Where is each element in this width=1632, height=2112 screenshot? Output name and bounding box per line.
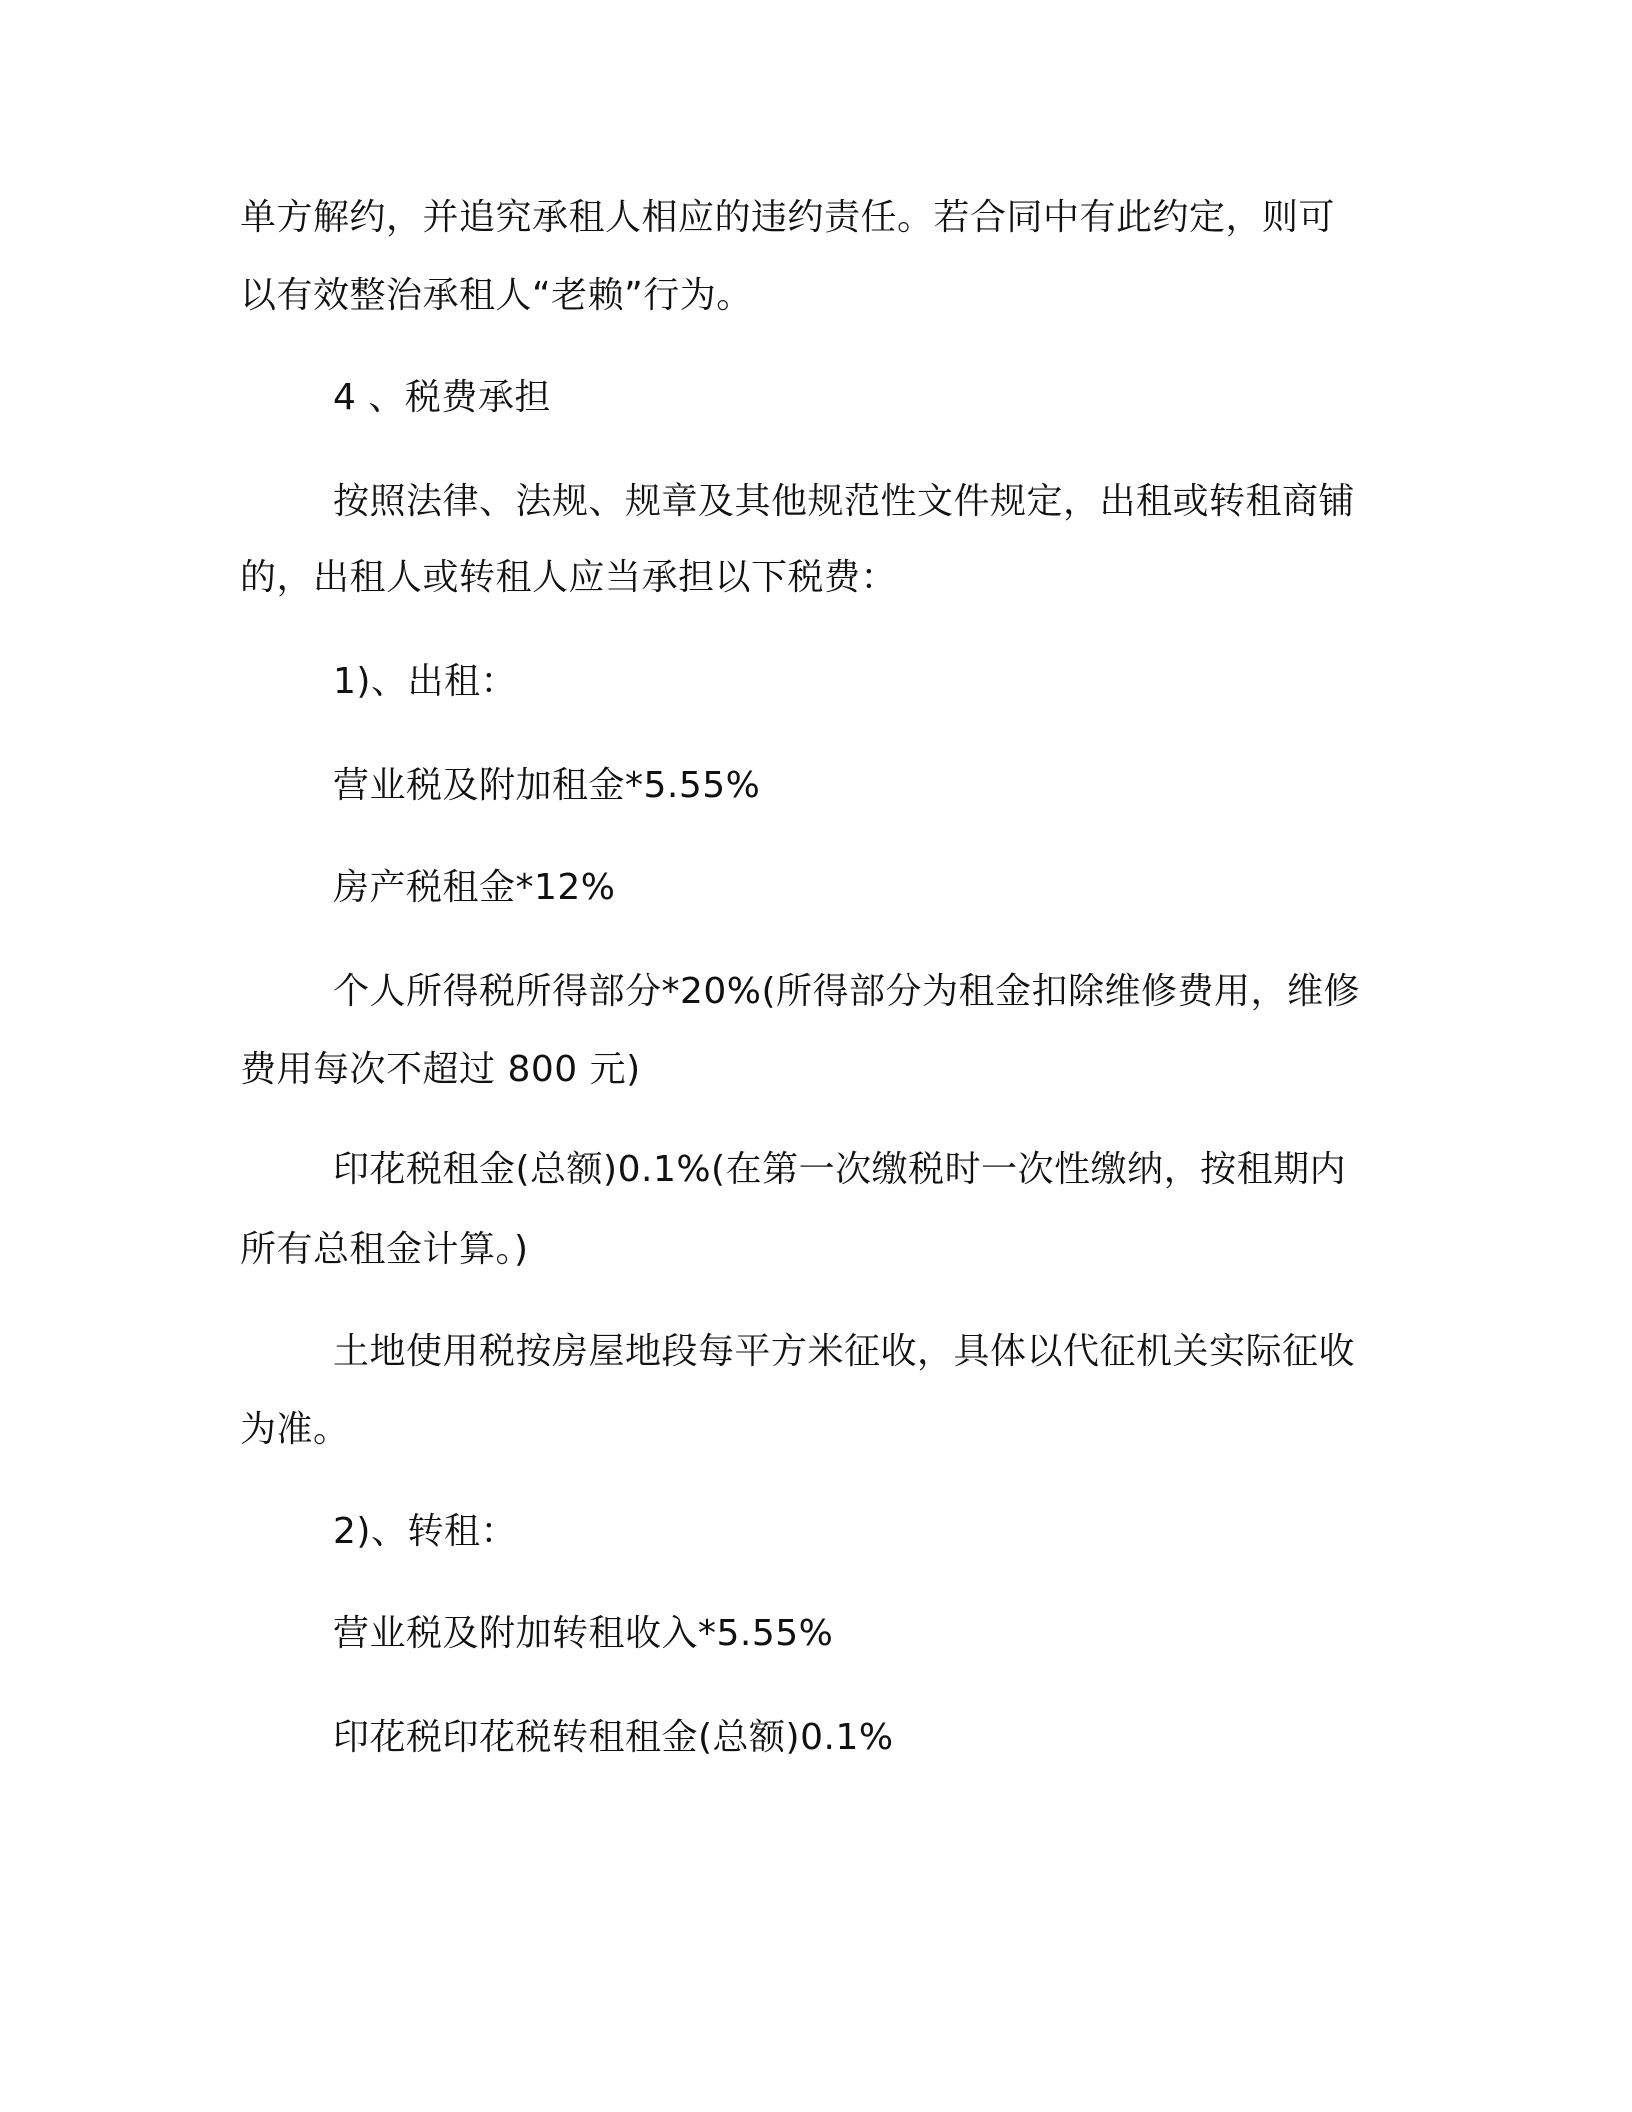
paragraph-breach-line-2: 以有效整治承租人“老赖”行为。 xyxy=(240,275,753,316)
tax-item-stamp-line-2: 所有总租金计算。) xyxy=(240,1229,529,1270)
paragraph-tax-intro-line-2: 的，出租人或转租人应当承担以下税费： xyxy=(240,557,898,598)
sublet-item-stamp: 印花税印花税转租租金(总额)0.1% xyxy=(333,1717,894,1758)
paragraph-breach-line-1: 单方解约，并追究承租人相应的违约责任。若合同中有此约定，则可 xyxy=(240,197,1336,238)
tax-item-business: 营业税及附加租金*5.55% xyxy=(333,765,761,806)
tax-item-land-line-1: 土地使用税按房屋地段每平方米征收，具体以代征机关实际征收 xyxy=(333,1331,1356,1372)
tax-item-property: 房产税租金*12% xyxy=(333,867,616,908)
tax-item-stamp-line-1: 印花税租金(总额)0.1%(在第一次缴税时一次性缴纳，按租期内 xyxy=(333,1149,1347,1190)
tax-item-land-line-2: 为准。 xyxy=(240,1409,350,1450)
sublet-item-business: 营业税及附加转租收入*5.55% xyxy=(333,1613,834,1654)
subheading-rent-out: 1)、出租： xyxy=(333,661,517,702)
section-heading-tax: 4 、税费承担 xyxy=(333,377,551,418)
tax-item-income-line-1: 个人所得税所得部分*20%(所得部分为租金扣除维修费用，维修 xyxy=(333,971,1361,1012)
paragraph-tax-intro-line-1: 按照法律、法规、规章及其他规范性文件规定，出租或转租商铺 xyxy=(333,481,1356,522)
subheading-sublet: 2)、转租： xyxy=(333,1511,517,1552)
tax-item-income-line-2: 费用每次不超过 800 元) xyxy=(240,1049,641,1090)
